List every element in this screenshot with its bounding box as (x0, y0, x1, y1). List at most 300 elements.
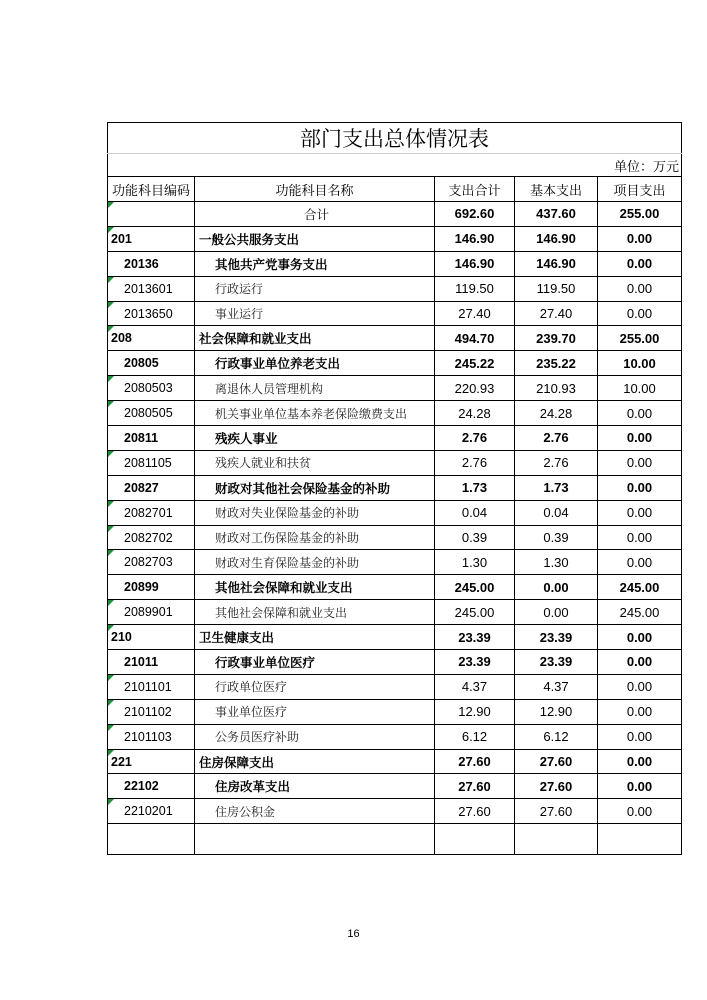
row-code-text: 20805 (124, 356, 159, 371)
row-name-text: 公务员医疗补助 (215, 730, 300, 745)
row-name (195, 450, 435, 475)
row-code (108, 749, 195, 774)
row-project (598, 276, 682, 301)
row-basic (515, 226, 598, 251)
row-project (598, 625, 682, 650)
row-project-text: 0.00 (626, 704, 653, 720)
row-total (435, 674, 515, 699)
row-name (195, 226, 435, 251)
row-code (108, 625, 195, 650)
row-code (108, 575, 195, 600)
table-row (108, 749, 682, 774)
row-code-text: 2080503 (124, 381, 173, 396)
row-project-text: 0.00 (626, 679, 653, 695)
row-basic (515, 674, 598, 699)
row-name-text: 社会保障和就业支出 (199, 331, 312, 347)
row-project (598, 301, 682, 326)
row-project (598, 351, 682, 376)
expenditure-table (107, 122, 682, 855)
row-name (195, 550, 435, 575)
row-total-text: 245.22 (454, 355, 495, 371)
row-project-text: 245.00 (619, 579, 660, 595)
row-code-text: 2089901 (124, 605, 173, 620)
table-row (108, 550, 682, 575)
row-project-text: 0.00 (626, 306, 653, 321)
table-row (108, 699, 682, 724)
row-code (108, 724, 195, 749)
cell-marker-icon (108, 451, 114, 457)
row-name-text: 残疾人事业 (215, 430, 278, 446)
cell-marker-icon (108, 277, 114, 283)
row-total-text: 1.30 (461, 554, 488, 570)
header-total: 支出合计 (435, 177, 515, 202)
row-code-text: 2080505 (124, 406, 173, 421)
row-basic (515, 426, 598, 451)
cell-marker-icon (108, 526, 114, 532)
row-basic-text: 23.39 (539, 629, 573, 645)
row-basic (515, 376, 598, 401)
row-basic (515, 575, 598, 600)
row-total-text: 4.37 (461, 679, 488, 695)
row-basic (515, 475, 598, 500)
row-code-text: 2101101 (124, 679, 172, 694)
row-total-text: 220.93 (454, 380, 495, 396)
total-project: 255.00 (598, 202, 682, 227)
row-code (108, 525, 195, 550)
row-basic (515, 251, 598, 276)
header-project: 项目支出 (598, 177, 682, 202)
row-code-text: 20811 (124, 430, 159, 445)
row-basic (515, 799, 598, 824)
row-total (435, 376, 515, 401)
row-code (108, 276, 195, 301)
row-name (195, 251, 435, 276)
row-total (435, 301, 515, 326)
row-basic-text: 235.22 (536, 355, 576, 371)
row-basic (515, 699, 598, 724)
row-total (435, 525, 515, 550)
cell-marker-icon (108, 799, 114, 805)
row-total-text: 12.90 (458, 704, 491, 720)
row-project (598, 799, 682, 824)
row-total (435, 401, 515, 426)
row-project-text: 0.00 (626, 778, 653, 794)
row-total-text: 27.60 (458, 803, 491, 819)
cell-marker-icon (108, 401, 114, 407)
row-code-text: 210 (111, 630, 132, 645)
table-row (108, 774, 682, 799)
row-basic-text: 210.93 (536, 380, 576, 396)
row-basic-text: 146.90 (536, 256, 576, 272)
row-basic (515, 276, 598, 301)
row-basic-text: 27.60 (539, 754, 573, 770)
row-code (108, 450, 195, 475)
row-basic-text: 1.73 (543, 480, 569, 496)
row-code (108, 226, 195, 251)
table-row (108, 500, 682, 525)
row-code (108, 799, 195, 824)
row-basic-text: 146.90 (536, 231, 576, 247)
row-code (108, 550, 195, 575)
row-name-text: 住房改革支出 (215, 779, 291, 795)
table-row (108, 226, 682, 251)
row-name-text: 行政单位医疗 (215, 680, 288, 695)
row-total-text: 146.90 (454, 256, 495, 272)
row-total (435, 226, 515, 251)
row-basic (515, 525, 598, 550)
row-name (195, 674, 435, 699)
blank-cell (515, 824, 598, 855)
row-project (598, 475, 682, 500)
table-row (108, 625, 682, 650)
header-name: 功能科目名称 (195, 177, 435, 202)
cell-marker-icon (108, 550, 114, 556)
blank-cell (195, 824, 435, 855)
row-project-text: 0.00 (626, 654, 653, 670)
row-project (598, 251, 682, 276)
cell-marker-icon (108, 302, 114, 308)
row-name (195, 774, 435, 799)
row-total-text: 2.76 (461, 455, 488, 471)
cell-marker-icon (108, 675, 114, 681)
row-name-text: 残疾人就业和扶贫 (215, 456, 312, 471)
row-name (195, 625, 435, 650)
row-code-text: 2081105 (124, 455, 172, 470)
row-code-text: 2101102 (124, 704, 172, 719)
cell-marker-icon (108, 326, 114, 332)
row-total-text: 494.70 (454, 330, 495, 346)
row-basic (515, 774, 598, 799)
row-name (195, 351, 435, 376)
row-code-text: 2101103 (124, 729, 172, 744)
cell-marker-icon (108, 202, 114, 208)
row-project (598, 724, 682, 749)
table-row (108, 475, 682, 500)
total-code-cell (108, 202, 195, 227)
row-project (598, 500, 682, 525)
row-total-text: 245.00 (454, 604, 495, 620)
row-basic (515, 749, 598, 774)
row-project-text: 0.00 (626, 430, 653, 446)
row-basic (515, 301, 598, 326)
row-total (435, 276, 515, 301)
row-project (598, 326, 682, 351)
row-code (108, 401, 195, 426)
row-basic (515, 450, 598, 475)
table-row (108, 575, 682, 600)
row-code-text: 2013650 (124, 306, 173, 321)
row-basic (515, 326, 598, 351)
row-project (598, 401, 682, 426)
row-basic-text: 6.12 (543, 729, 569, 745)
cell-marker-icon (108, 700, 114, 706)
row-project-text: 0.00 (626, 629, 653, 645)
row-name (195, 376, 435, 401)
row-name (195, 276, 435, 301)
row-project (598, 600, 682, 625)
row-project-text: 10.00 (623, 355, 656, 371)
row-basic (515, 625, 598, 650)
row-total (435, 475, 515, 500)
row-name-text: 财政对工伤保险基金的补助 (215, 531, 360, 546)
row-total (435, 575, 515, 600)
row-basic-text: 2.76 (543, 455, 569, 471)
table-row (108, 326, 682, 351)
row-total (435, 550, 515, 575)
cell-marker-icon (108, 376, 114, 382)
row-name (195, 650, 435, 675)
row-total-text: 2.76 (461, 430, 488, 446)
row-project-text: 255.00 (619, 330, 660, 346)
row-basic-text: 0.00 (543, 604, 569, 620)
row-total-text: 24.28 (458, 405, 491, 421)
cell-marker-icon (108, 625, 114, 631)
row-total (435, 724, 515, 749)
row-code (108, 674, 195, 699)
row-code-text: 208 (111, 331, 132, 346)
row-total-text: 119.50 (455, 281, 494, 297)
row-name (195, 401, 435, 426)
row-total-text: 27.60 (458, 778, 491, 794)
row-code-text: 20136 (124, 256, 159, 271)
row-project (598, 650, 682, 675)
row-basic-text: 4.37 (543, 679, 569, 695)
row-name-text: 财政对生育保险基金的补助 (215, 555, 360, 570)
table-row (108, 724, 682, 749)
row-total (435, 799, 515, 824)
total-label: 合计 (195, 202, 435, 227)
row-basic (515, 351, 598, 376)
row-code-text: 22102 (124, 779, 159, 794)
row-name (195, 724, 435, 749)
cell-marker-icon (108, 725, 114, 731)
row-name-text: 住房公积金 (215, 804, 276, 819)
row-name (195, 525, 435, 550)
row-basic-text: 27.60 (539, 778, 573, 794)
table-row (108, 650, 682, 675)
row-name-text: 事业运行 (215, 307, 264, 321)
row-code-text: 20827 (124, 480, 159, 495)
blank-cell (598, 824, 682, 855)
table-row (108, 301, 682, 326)
total-sum: 692.60 (435, 202, 515, 227)
row-total (435, 749, 515, 774)
row-code (108, 600, 195, 625)
row-basic (515, 550, 598, 575)
row-basic-text: 1.30 (543, 554, 569, 570)
row-project (598, 426, 682, 451)
row-code (108, 376, 195, 401)
row-project-text: 0.00 (626, 505, 653, 521)
row-project (598, 575, 682, 600)
header-code: 功能科目编码 (108, 177, 195, 202)
row-basic (515, 724, 598, 749)
cell-marker-icon (108, 227, 114, 233)
row-total-text: 245.00 (454, 579, 495, 595)
table-row (108, 799, 682, 824)
header-row (108, 177, 682, 202)
row-name-text: 住房保障支出 (199, 754, 275, 770)
row-total (435, 426, 515, 451)
row-name (195, 426, 435, 451)
row-project (598, 450, 682, 475)
row-name (195, 475, 435, 500)
blank-row (108, 824, 682, 855)
row-project (598, 674, 682, 699)
row-name-text: 离退休人员管理机构 (215, 381, 324, 396)
row-project (598, 699, 682, 724)
table-row (108, 600, 682, 625)
expenditure-sheet (107, 122, 681, 855)
row-basic (515, 401, 598, 426)
row-basic-text: 0.04 (543, 505, 569, 521)
row-project-text: 245.00 (619, 604, 660, 620)
row-name (195, 575, 435, 600)
row-code-text: 2082702 (124, 530, 173, 545)
row-project-text: 0.00 (626, 754, 653, 770)
row-name-text: 其他共产党事务支出 (215, 256, 328, 272)
row-project-text: 0.00 (626, 554, 653, 570)
row-project-text: 0.00 (626, 803, 653, 819)
row-code (108, 301, 195, 326)
row-code (108, 251, 195, 276)
row-basic-text: 2.76 (543, 430, 569, 446)
row-total-text: 27.60 (458, 754, 491, 770)
row-name-text: 其他社会保障和就业支出 (215, 605, 348, 620)
table-row (108, 674, 682, 699)
row-project (598, 376, 682, 401)
row-basic-text: 239.70 (536, 330, 576, 346)
row-total-text: 23.39 (458, 654, 491, 670)
row-project (598, 749, 682, 774)
row-project (598, 774, 682, 799)
row-project-text: 0.00 (626, 455, 653, 471)
row-total-text: 0.04 (461, 505, 488, 521)
row-code-text: 21011 (124, 654, 159, 669)
table-row (108, 276, 682, 301)
blank-cell (435, 824, 515, 855)
table-row (108, 401, 682, 426)
row-basic-text: 0.39 (543, 530, 569, 546)
row-code (108, 650, 195, 675)
row-total-text: 6.12 (461, 729, 488, 745)
row-basic-text: 27.60 (539, 803, 573, 819)
row-basic-text: 12.90 (539, 704, 573, 720)
cell-marker-icon (108, 750, 114, 756)
row-code-text: 2082703 (124, 555, 173, 570)
row-project (598, 525, 682, 550)
row-name (195, 749, 435, 774)
total-basic: 437.60 (515, 202, 598, 227)
row-code (108, 774, 195, 799)
row-name (195, 699, 435, 724)
row-code (108, 426, 195, 451)
row-code-text: 20899 (124, 580, 159, 595)
row-project-text: 0.00 (626, 281, 653, 297)
row-project (598, 226, 682, 251)
row-name-text: 卫生健康支出 (199, 630, 275, 646)
row-code (108, 500, 195, 525)
row-project-text: 0.00 (626, 405, 653, 421)
row-project-text: 0.00 (626, 231, 653, 247)
table-row (108, 426, 682, 451)
row-basic (515, 600, 598, 625)
row-project-text: 10.00 (623, 380, 656, 396)
row-name-text: 行政运行 (215, 282, 264, 297)
row-name (195, 301, 435, 326)
unit-label: 单位：万元 (108, 154, 682, 177)
table-row (108, 525, 682, 550)
row-total-text: 23.39 (458, 629, 491, 645)
row-code (108, 351, 195, 376)
row-name-text: 其他社会保障和就业支出 (215, 580, 353, 596)
row-project-text: 0.00 (626, 480, 653, 496)
row-basic (515, 500, 598, 525)
row-project-text: 0.00 (626, 256, 653, 272)
row-project-text: 0.00 (626, 530, 653, 546)
row-basic-text: 27.40 (539, 306, 573, 321)
row-name (195, 600, 435, 625)
row-total (435, 500, 515, 525)
row-basic-text: 0.00 (543, 579, 569, 595)
row-name (195, 500, 435, 525)
row-code-text: 2082701 (124, 505, 173, 520)
row-total (435, 650, 515, 675)
row-total (435, 774, 515, 799)
row-code-text: 201 (111, 231, 132, 246)
row-name (195, 799, 435, 824)
row-name-text: 财政对失业保险基金的补助 (215, 506, 360, 521)
blank-cell (108, 824, 195, 855)
page-number: 16 (347, 928, 360, 940)
header-basic: 基本支出 (515, 177, 598, 202)
row-total (435, 450, 515, 475)
row-project-text: 0.00 (626, 729, 653, 745)
row-name (195, 326, 435, 351)
row-total-text: 0.39 (461, 530, 488, 546)
row-total-text: 146.90 (454, 231, 495, 247)
row-code (108, 475, 195, 500)
row-name-text: 机关事业单位基本养老保险缴费支出 (215, 406, 408, 421)
row-code (108, 326, 195, 351)
row-code-text: 2210201 (124, 804, 173, 819)
table-row (108, 351, 682, 376)
row-project (598, 550, 682, 575)
row-total (435, 699, 515, 724)
row-name-text: 一般公共服务支出 (199, 231, 300, 247)
table-row (108, 376, 682, 401)
row-total-text: 27.40 (458, 306, 491, 321)
row-name-text: 行政事业单位养老支出 (215, 356, 341, 372)
row-basic (515, 650, 598, 675)
row-total (435, 600, 515, 625)
total-row (108, 202, 682, 227)
row-total-text: 1.73 (461, 480, 488, 496)
row-total (435, 351, 515, 376)
row-basic-text: 119.50 (536, 281, 576, 297)
cell-marker-icon (108, 600, 114, 606)
row-name-text: 财政对其他社会保险基金的补助 (215, 480, 391, 496)
row-code (108, 699, 195, 724)
row-code-text: 2013601 (124, 281, 173, 296)
table-title: 部门支出总体情况表 (108, 123, 682, 154)
table-row (108, 251, 682, 276)
row-total (435, 326, 515, 351)
row-basic-text: 23.39 (539, 654, 573, 670)
row-total (435, 251, 515, 276)
row-name-text: 事业单位医疗 (215, 705, 288, 720)
row-total (435, 625, 515, 650)
